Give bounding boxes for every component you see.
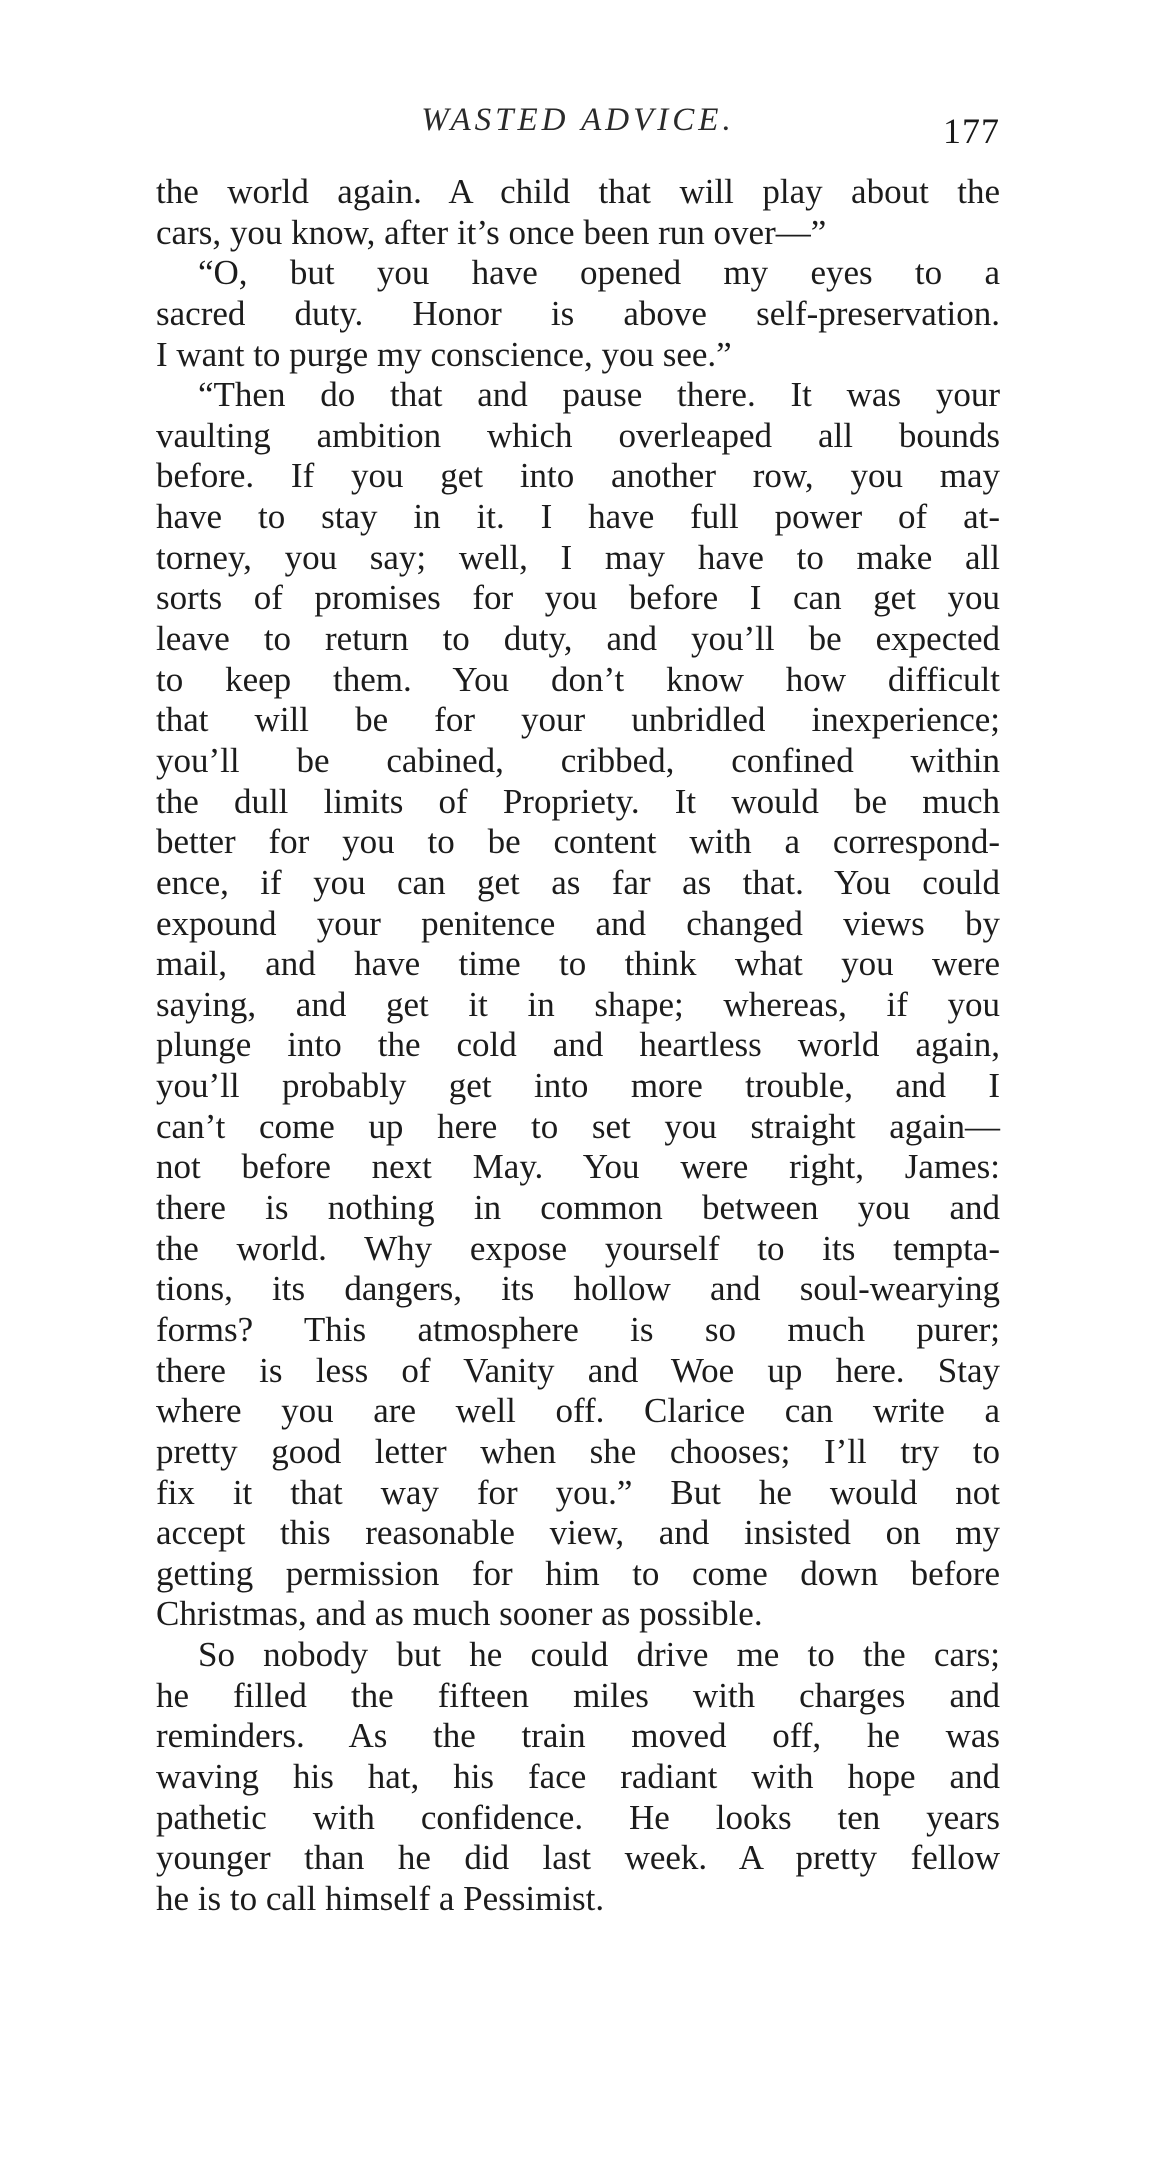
text-line: pathetic with confidence. He looks ten years bbox=[156, 1797, 1000, 1837]
text-line: plunge into the cold and heartless world again, bbox=[156, 1025, 1000, 1065]
text-line: he filled the fifteen miles with charges and bbox=[156, 1675, 1000, 1715]
text-line: sorts of promises for you before I can get you bbox=[156, 578, 1000, 618]
text-line: waving his hat, his face radiant with hope and bbox=[156, 1756, 1000, 1796]
page-number: 177 bbox=[943, 111, 1000, 151]
text-line: there is less of Vanity and Woe up here. Stay bbox=[156, 1350, 1000, 1390]
text-line: So nobody but he could drive me to the cars; bbox=[198, 1635, 1000, 1675]
text-line: torney, you say; well, I may have to make all bbox=[156, 537, 1000, 577]
body-text bbox=[156, 172, 1000, 1920]
text-line: fix it that way for you.” But he would not bbox=[156, 1472, 1000, 1512]
text-line: not before next May. You were right, James: bbox=[156, 1147, 1000, 1187]
text-line: getting permission for him to come down before bbox=[156, 1553, 1000, 1593]
text-line: leave to return to duty, and you’ll be expected bbox=[156, 619, 1000, 659]
running-title: WASTED ADVICE. bbox=[421, 102, 735, 138]
text-line: he is to call himself a Pessimist. bbox=[156, 1878, 605, 1918]
text-line: “Then do that and pause there. It was your bbox=[198, 375, 1000, 415]
text-line: tions, its dangers, its hollow and soul-wearying bbox=[156, 1269, 1000, 1309]
text-line: sacred duty. Honor is above self-preservation. bbox=[156, 293, 1000, 333]
running-head bbox=[156, 102, 1000, 152]
text-line: accept this reasonable view, and insisted on my bbox=[156, 1513, 1000, 1553]
text-line: the dull limits of Propriety. It would be much bbox=[156, 781, 1000, 821]
text-line: “O, but you have opened my eyes to a bbox=[198, 253, 1000, 293]
text-line: before. If you get into another row, you may bbox=[156, 456, 1000, 496]
text-line: the world again. A child that will play about the bbox=[156, 172, 1000, 211]
text-line: to keep them. You don’t know how difficult bbox=[156, 659, 1000, 699]
text-line: younger than he did last week. A pretty fellow bbox=[156, 1838, 1000, 1878]
text-line: reminders. As the train moved off, he was bbox=[156, 1716, 1000, 1756]
text-line: pretty good letter when she chooses; I’ll try to bbox=[156, 1431, 1000, 1471]
text-line: ence, if you can get as far as that. You could bbox=[156, 862, 1000, 902]
text-line: can’t come up here to set you straight again— bbox=[156, 1106, 1000, 1146]
text-line: you’ll probably get into more trouble, and I bbox=[156, 1066, 1000, 1106]
text-line: expound your penitence and changed views by bbox=[156, 903, 1000, 943]
text-line: I want to purge my conscience, you see.” bbox=[156, 334, 732, 374]
text-line: cars, you know, after it’s once been run over—” bbox=[156, 212, 827, 252]
text-line: where you are well off. Clarice can write a bbox=[156, 1391, 1000, 1431]
text-line: forms? This atmosphere is so much purer; bbox=[156, 1309, 1000, 1349]
text-line: you’ll be cabined, cribbed, confined within bbox=[156, 740, 1000, 780]
text-line: saying, and get it in shape; whereas, if you bbox=[156, 984, 1000, 1024]
text-line: Christmas, and as much sooner as possible. bbox=[156, 1594, 763, 1634]
text-line: mail, and have time to think what you were bbox=[156, 944, 1000, 984]
text-line: the world. Why expose yourself to its tempta- bbox=[156, 1228, 1000, 1268]
text-line: there is nothing in common between you and bbox=[156, 1188, 1000, 1228]
text-line: that will be for your unbridled inexperience; bbox=[156, 700, 1000, 740]
text-line: vaulting ambition which overleaped all bounds bbox=[156, 415, 1000, 455]
text-line: better for you to be content with a correspond- bbox=[156, 822, 1000, 862]
text-line: have to stay in it. I have full power of at- bbox=[156, 497, 1000, 537]
